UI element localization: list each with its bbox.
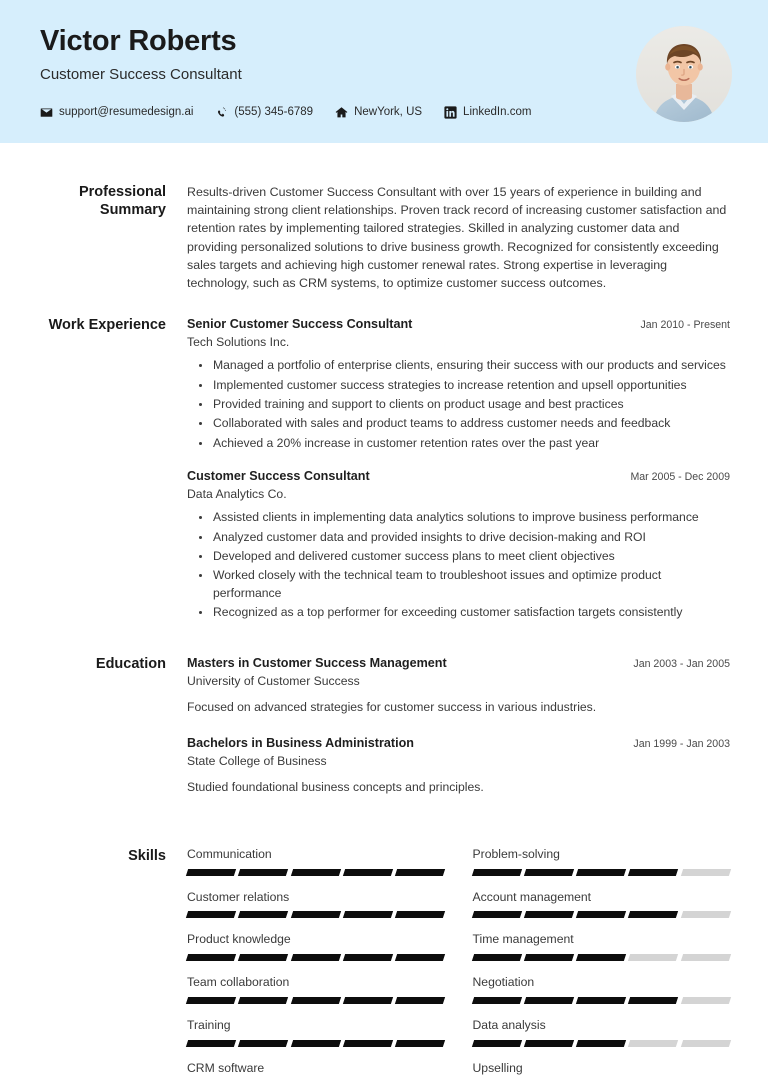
- entry-date: Jan 1999 - Jan 2003: [633, 737, 730, 750]
- skill-label: Data analysis: [472, 1018, 546, 1033]
- skill-level-segment: [186, 1040, 237, 1047]
- skill-item: [187, 890, 445, 919]
- skill-item: [187, 1018, 445, 1047]
- skill-level-segment: [290, 869, 341, 876]
- skill-level-segment: [628, 911, 679, 918]
- entry-organization: State College of Business: [187, 753, 327, 768]
- skill-level-segment: [343, 954, 394, 961]
- skill-level-segment: [290, 911, 341, 918]
- skill-level-segment: [343, 997, 394, 1004]
- skill-level-segment: [290, 1040, 341, 1047]
- skill-level-segment: [471, 1040, 522, 1047]
- skill-level-segment: [238, 1040, 289, 1047]
- entry-date: Mar 2005 - Dec 2009: [630, 471, 730, 484]
- skill-level-segment: [238, 911, 289, 918]
- entry-organization: University of Customer Success: [187, 674, 360, 689]
- skill-label: Training: [187, 1018, 231, 1033]
- entry-bullet-list: [187, 357, 730, 452]
- skill-level-segment: [395, 869, 446, 876]
- section-body-summary: [166, 183, 730, 292]
- section-label-summary: Professional Summary: [78, 184, 166, 219]
- skill-level-segment: [524, 911, 575, 918]
- skill-label: Upselling: [472, 1061, 523, 1075]
- skill-level-segment: [471, 911, 522, 918]
- skill-item: [473, 975, 731, 1004]
- entry-organization: Tech Solutions Inc.: [187, 335, 290, 350]
- list-item: Analyzed customer data and provided insights to drive decision-making and ROI: [213, 529, 730, 546]
- entry-date: Jan 2003 - Jan 2005: [633, 658, 730, 671]
- contact-phone-text: (555) 345-6789: [234, 105, 314, 118]
- skill-level-segment: [186, 869, 237, 876]
- contact-row: [40, 106, 553, 119]
- skill-label: Team collaboration: [187, 975, 290, 990]
- entry-description: Focused on advanced strategies for customer success in various industries.: [187, 700, 597, 715]
- skill-item: [187, 1061, 445, 1078]
- skill-level-bar: [187, 997, 445, 1004]
- skill-level-segment: [238, 954, 289, 961]
- avatar: [636, 26, 732, 122]
- skill-level-segment: [681, 869, 732, 876]
- entry: [187, 316, 730, 452]
- section-body-education: [166, 655, 730, 815]
- skill-level-segment: [395, 954, 446, 961]
- skill-level-segment: [186, 911, 237, 918]
- section-label-education: Education: [95, 656, 166, 673]
- contact-email[interactable]: [40, 106, 193, 119]
- entry-date: Jan 2010 - Present: [640, 319, 730, 332]
- skill-item: [473, 932, 731, 961]
- skill-level-segment: [524, 954, 575, 961]
- skill-level-segment: [576, 997, 627, 1004]
- list-item: Managed a portfolio of enterprise clients, ensuring their success with our products and services: [213, 357, 730, 374]
- skill-level-bar: [187, 954, 445, 961]
- resume-body: [0, 183, 768, 1078]
- entry-header: [187, 468, 730, 485]
- entry: [187, 655, 730, 717]
- skill-item: [187, 975, 445, 1004]
- skill-level-bar: [187, 1040, 445, 1047]
- skill-level-segment: [471, 869, 522, 876]
- entry-title: Bachelors in Business Administration: [187, 735, 414, 750]
- skill-level-bar: [187, 869, 445, 876]
- skill-level-segment: [628, 869, 679, 876]
- skill-label: Product knowledge: [187, 932, 291, 947]
- skill-level-segment: [395, 911, 446, 918]
- skill-item: [473, 1018, 731, 1047]
- skill-level-segment: [628, 997, 679, 1004]
- avatar-photo-illustration: [636, 26, 732, 122]
- section-work-experience: [40, 316, 730, 623]
- skill-level-segment: [576, 869, 627, 876]
- skill-level-segment: [681, 911, 732, 918]
- job-title: Customer Success Consultant: [40, 65, 242, 83]
- skill-label: CRM software: [187, 1061, 265, 1075]
- section-skills: [40, 847, 730, 1078]
- skill-level-segment: [343, 911, 394, 918]
- skill-item: [187, 847, 445, 876]
- skill-level-segment: [576, 911, 627, 918]
- contact-linkedin-text: LinkedIn.com: [463, 105, 532, 118]
- skill-label: Negotiation: [472, 975, 535, 990]
- entry-description: Studied foundational business concepts and principles.: [187, 780, 484, 795]
- contact-location-text: NewYork, US: [354, 105, 423, 118]
- skill-level-segment: [681, 1040, 732, 1047]
- entry-title: Masters in Customer Success Management: [187, 656, 447, 671]
- entry: [187, 468, 730, 621]
- skill-level-segment: [524, 1040, 575, 1047]
- entry-header: [187, 316, 730, 333]
- skill-level-bar: [473, 954, 731, 961]
- skill-level-segment: [628, 1040, 679, 1047]
- header-left-block: [40, 22, 553, 119]
- skill-level-segment: [681, 997, 732, 1004]
- resume-header: [0, 0, 768, 143]
- phone-icon: [215, 106, 228, 119]
- skill-level-segment: [343, 1040, 394, 1047]
- skill-level-segment: [186, 954, 237, 961]
- entry-organization: Data Analytics Co.: [187, 487, 287, 502]
- home-icon: [335, 106, 348, 119]
- section-body-skills: [166, 847, 730, 1078]
- section-body-experience: [166, 316, 730, 623]
- list-item: Achieved a 20% increase in customer retention rates over the past year: [213, 435, 730, 452]
- skill-level-segment: [238, 869, 289, 876]
- skill-level-segment: [576, 954, 627, 961]
- skill-level-bar: [473, 997, 731, 1004]
- skill-level-segment: [343, 869, 394, 876]
- skill-level-segment: [290, 997, 341, 1004]
- skill-level-segment: [395, 1040, 446, 1047]
- page-title: Victor Roberts: [40, 25, 237, 57]
- skill-level-segment: [576, 1040, 627, 1047]
- section-label-skills: Skills: [128, 847, 166, 864]
- skill-label: Time management: [472, 932, 574, 947]
- list-item: Implemented customer success strategies to increase retention and upsell opportunities: [213, 377, 730, 394]
- envelope-icon: [40, 106, 53, 119]
- list-item: Provided training and support to clients on product usage and best practices: [213, 396, 730, 413]
- entry-header: [187, 735, 730, 752]
- skill-level-bar: [473, 1040, 731, 1047]
- skill-level-segment: [186, 997, 237, 1004]
- skill-level-segment: [290, 954, 341, 961]
- skill-level-segment: [471, 954, 522, 961]
- entry-title: Customer Success Consultant: [187, 469, 370, 484]
- list-item: Assisted clients in implementing data analytics solutions to improve business performance: [213, 509, 730, 526]
- skill-level-segment: [628, 954, 679, 961]
- skill-item: [473, 890, 731, 919]
- skill-level-bar: [473, 911, 731, 918]
- skill-label: Account management: [472, 889, 592, 904]
- contact-linkedin[interactable]: [444, 106, 531, 119]
- skill-label: Problem-solving: [472, 846, 560, 861]
- list-item: Recognized as a top performer for exceeding customer satisfaction targets consistently: [213, 604, 730, 621]
- entry-bullet-list: [187, 509, 730, 621]
- linkedin-icon: [444, 106, 457, 119]
- contact-phone[interactable]: [215, 106, 313, 119]
- contact-email-text: support@resumedesign.ai: [59, 105, 194, 118]
- skills-grid: [187, 847, 730, 1078]
- entry: [187, 735, 730, 797]
- skill-level-bar: [187, 911, 445, 918]
- summary-text: Results-driven Customer Success Consultant with over 15 years of experience in building and maintaining strong client relationships. Proven track record of increasing customer satisfaction and retention rates by implementing tailored strategies. Skilled in analyzing customer data and providing personalized solutions to drive business growth. Recognized for consistently exceeding sales targets and achieving high customer renewal rates. Strong expertise in leveraging technology, such as CRM systems, to optimize customer success outcomes.: [187, 185, 727, 291]
- list-item: Developed and delivered customer success plans to meet client objectives: [213, 548, 730, 565]
- section-professional-summary: [40, 183, 730, 292]
- skill-level-segment: [471, 997, 522, 1004]
- skill-label: Communication: [187, 846, 272, 861]
- section-education: [40, 655, 730, 815]
- skill-level-segment: [238, 997, 289, 1004]
- skill-item: [473, 847, 731, 876]
- skill-level-bar: [473, 869, 731, 876]
- skill-level-segment: [681, 954, 732, 961]
- skill-level-segment: [395, 997, 446, 1004]
- skill-label: Customer relations: [187, 889, 290, 904]
- skill-item: [473, 1061, 731, 1078]
- list-item: Worked closely with the technical team to troubleshoot issues and optimize product performance: [213, 567, 730, 602]
- skill-level-segment: [524, 997, 575, 1004]
- section-label-experience: Work Experience: [48, 317, 166, 334]
- skill-item: [187, 932, 445, 961]
- skill-level-segment: [524, 869, 575, 876]
- entry-header: [187, 655, 730, 672]
- entry-title: Senior Customer Success Consultant: [187, 317, 413, 332]
- list-item: Collaborated with sales and product teams to address customer needs and feedback: [213, 415, 730, 432]
- contact-location[interactable]: [335, 106, 422, 119]
